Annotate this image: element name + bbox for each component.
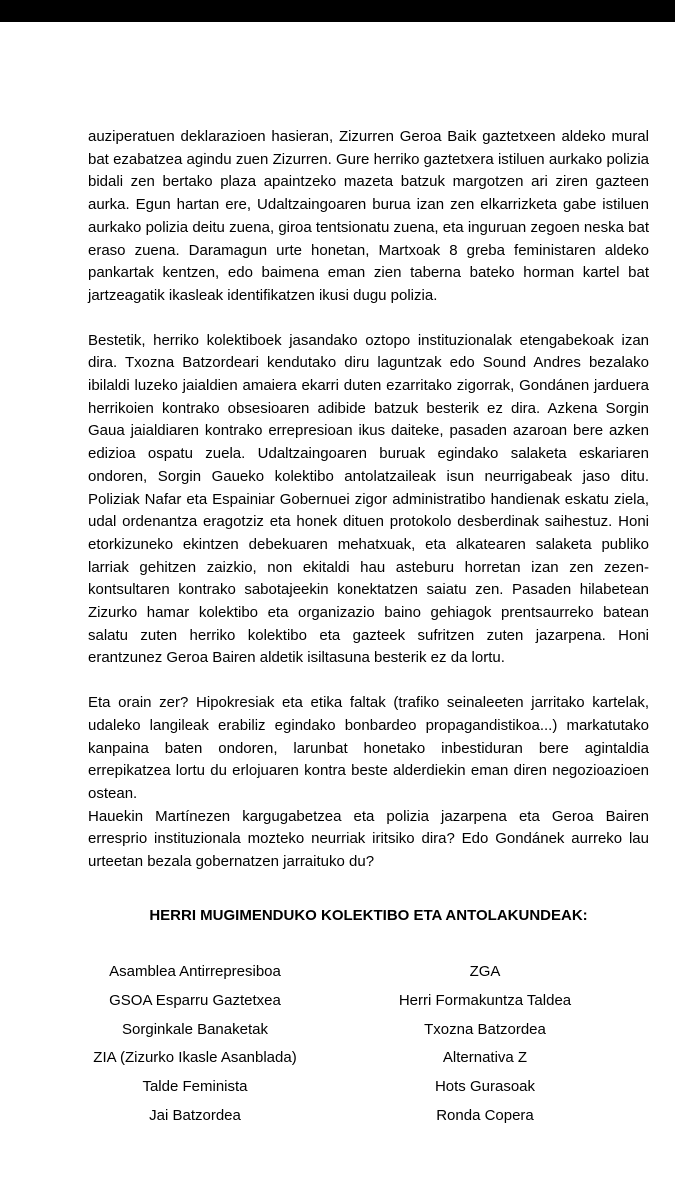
paragraph-1: auziperatuen deklarazioen hasieran, Zizurren Geroa Baik gaztetxeen aldeko mural bat ezabatzea agindu zuen Zizurren. Gure herriko gaztetxera istiluen aurkako polizia bidali zen bertako plaza apaintzeko mazeta batzuk margotzen ari ziren gazteen aurka. Egun hartan ere, Udaltzaingoaren burua izan zen elkarrizketa gabe istiluen aurkako polizia deitu zuena, giroa tentsionatu zuena, eta inguruan zegoen neska bat eraso zuena. Daramagun urte honetan, Martxoak 8 greba feministaren aldeko pankartak kentzen, edo baimena eman zien taberna bateko horman kartel bat jartzeagatik ikasleak identifikatzen ikusi dugu polizia. [88, 128, 649, 304]
signatories-right-column [355, 958, 615, 1131]
signatory-item: Hots Gurasoak [434, 1078, 536, 1096]
signatory-item: Alternativa Z [442, 1049, 528, 1067]
document-body [88, 126, 649, 874]
signatory-item: Sorginkale Banaketak [122, 1020, 268, 1038]
signatories-heading: HERRI MUGIMENDUKO KOLEKTIBO ETA ANTOLAKUNDEAK: [149, 907, 588, 924]
signatory-item: Jai Batzordea [149, 1106, 241, 1124]
signatory-item: Ronda Copera [436, 1106, 534, 1124]
signatory-item: Txozna Batzordea [424, 1020, 546, 1038]
top-bar [0, 0, 675, 22]
signatory-item: ZGA [469, 963, 501, 980]
signatories-left-column [60, 958, 330, 1131]
paragraph-3: Eta orain zer? Hipokresiak eta etika faltak (trafiko seinaleeten jarritako kartelak, udaleko langileak erabiliz egindako bonbardeo propagandistikoa...) markatutako kanpaina baten ondoren, larunbat honetako inbestiduran bere agintaldia errepikatzea lortu du erlojuaren kontra beste alderdiekin eman diren negozioazioen ostean. [88, 694, 649, 802]
signatory-item: ZIA (Zizurko Ikasle Asanblada) [93, 1049, 297, 1067]
signatory-item: Asamblea Antirrepresiboa [109, 963, 281, 980]
signatory-item: GSOA Esparru Gaztetxea [109, 991, 281, 1009]
paragraph-2: Bestetik, herriko kolektiboek jasandako oztopo instituzionalak etengabekoak izan dira. Txozna Batzordeari kendutako diru laguntzak edo Sound Andres bezalako ibilaldi luzeko jaialdien amaiera ekarri duten ezarritako zigorrak, Gondánen jarduera herrikoien kontrako obsesioaren adibide batzuk besterik ez dira. Azkena Sorgin Gaua jaialdiaren kontrako errepresioan ikus daiteke, pasaden azaroan bere azken edizioa ospatu zuela. Udaltzaingoaren buruak egindako salaketa eskariaren ondoren, Sorgin Gaueko kolektibo antolatzaileak isun neurrigabeak jaso ditu. Poliziak Nafar eta Espainiar Gobernuei zigor administratibo handienak eskatu ziela, udal ordenantza eragotziz eta honek dituen protokolo desberdinak saihestuz. Honi etorkizuneko ekintzen debekuaren mehatxuak, eta alkatearen salaketa publiko larriak gehitzen zaizkio, non ekitaldi hau asteburu horretan izan zen zezen-kontsultaren kontrako sabotajeekin konektatzen saiatu zen. Pasaden hilabetean Zizurko hamar kolektibo eta organizazio baino gehiagok prentsaurreko batean salatu zuten herriko kolektibo eta gazteek sufritzen zuten jazarpena. Honi erantzunez Geroa Bairen aldetik isiltasuna besterik ez da lortu. [88, 331, 649, 667]
signatory-item: Herri Formakuntza Taldea [398, 991, 572, 1009]
signatory-item: Talde Feminista [142, 1078, 248, 1096]
paragraph-4: Hauekin Martínezen kargugabetzea eta polizia jazarpena eta Geroa Bairen erresprio instituzionala mozteko neurriak iritsiko dira? Edo Gondánek aurreko lau urteetan bezala gobernatzen jarraituko du? [88, 807, 649, 871]
